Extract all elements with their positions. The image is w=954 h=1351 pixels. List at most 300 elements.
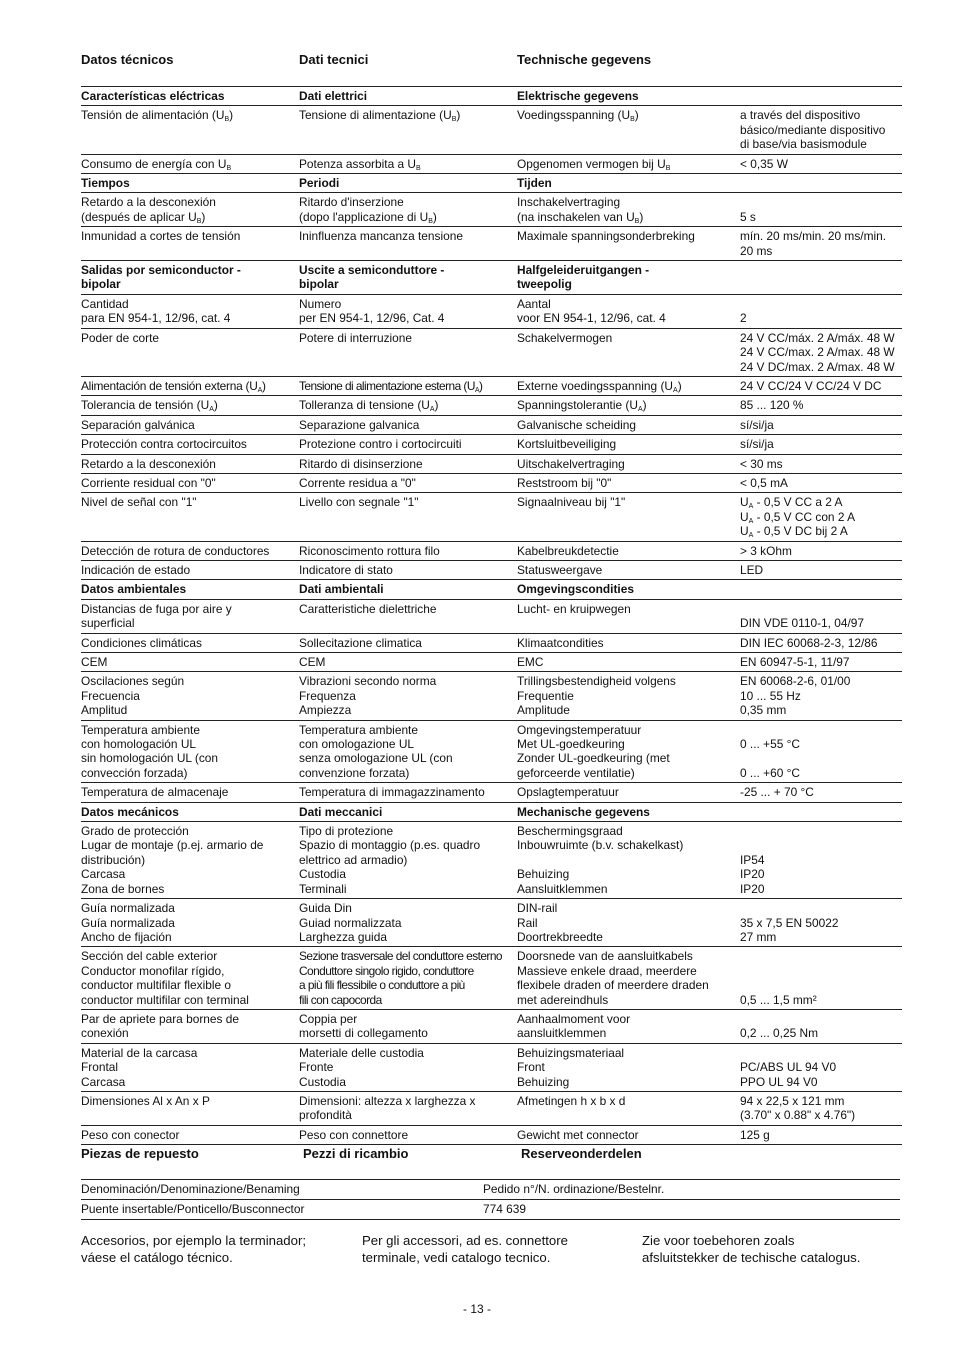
cell-it	[299, 193, 517, 227]
spec-label-nl: Elektrische gegevens	[517, 89, 639, 103]
cell-val	[740, 672, 902, 720]
spec-value: 94 x 22,5 x 121 mm (3.70" x 0.88" x 4.76")	[740, 1093, 856, 1123]
spec-label-nl: Lucht- en kruipwegen	[517, 601, 631, 616]
cell-it	[299, 227, 517, 261]
subscript: A	[474, 386, 479, 394]
spec-label-es: Tiempos	[81, 176, 130, 191]
cell-nl	[517, 415, 740, 434]
cell-nl	[517, 541, 740, 560]
spec-label-es: Guía normalizada Guía normalizada Ancho de fijación	[81, 901, 175, 944]
spec-value: LED	[740, 562, 764, 577]
subscript: B	[634, 217, 640, 225]
header-it: Dati tecnici	[299, 52, 369, 67]
spec-table	[81, 86, 902, 1145]
spec-value: sí/si/ja	[740, 417, 774, 432]
spec-label-nl: EMC	[517, 655, 544, 669]
cell-val	[740, 633, 902, 652]
spec-label-it: Vibrazioni secondo norma Frequenza Ampiezza	[299, 674, 437, 718]
spec-value: < 30 ms	[740, 456, 783, 471]
spec-label-it: Separazione galvanica	[299, 417, 420, 432]
table-row	[81, 720, 902, 783]
spec-label-es: Temperatura de almacenaje	[81, 785, 229, 800]
spec-label-nl: Gewicht met connector	[517, 1127, 639, 1142]
cell-es	[81, 580, 299, 599]
spec-label-it: Livello con segnale "1"	[299, 495, 419, 510]
table-row	[81, 396, 902, 415]
spec-label-es: Grado de protección Lugar de montaje (p.ej. armario de distribución) Carcasa Zona de bornes	[81, 824, 264, 896]
table-row	[81, 106, 902, 154]
parts-name: Puente insertable/Ponticello/Busconnector	[81, 1200, 483, 1220]
spec-label-it: Temperatura di immagazzinamento	[299, 785, 485, 800]
spec-value: -25 ... + 70 °C	[740, 785, 814, 800]
spec-value: $U_A - 0,5$ V CC a 2 A $U_A - 0,5$ V CC con 2 A $U_A - 0,5$ V DC bij 2 A	[740, 495, 856, 540]
cell-es	[81, 720, 299, 783]
cell-es	[81, 633, 299, 652]
spec-label-es: Temperatura ambiente con homologación UL sin homologación UL (con convección forzada)	[81, 722, 219, 780]
table-row	[81, 415, 902, 434]
spec-label-es: Nivel de señal con "1"	[81, 495, 197, 510]
header-es: Datos técnicos	[81, 52, 174, 67]
spec-label-nl: Externe voedingsspanning $(U_A)$	[517, 378, 682, 394]
subscript: A	[748, 532, 754, 540]
spec-label-es: Consumo de energía con $U_B$	[81, 156, 232, 172]
parts-header-it: Pezzi di ricambio	[303, 1146, 409, 1161]
spec-label-es: Retardo a la desconexión	[81, 456, 216, 471]
spec-value: mín. 20 ms/min. 20 ms/min. 20 ms	[740, 229, 887, 258]
column-headers	[81, 52, 902, 72]
spare-parts-headers	[81, 1146, 902, 1166]
spec-label-it: Sollecitazione climatica	[299, 635, 422, 650]
cell-val	[740, 435, 902, 454]
spec-label-it: Dati elettrici	[299, 89, 368, 103]
cell-nl	[517, 899, 740, 947]
spec-label-it: Uscite a semiconduttore - bipolar	[299, 263, 445, 292]
subscript: A	[209, 406, 214, 414]
cell-nl	[517, 261, 740, 295]
cell-nl	[517, 822, 740, 899]
cell-it	[299, 454, 517, 473]
table-row	[81, 154, 902, 173]
spec-label-nl: Opgenomen vermogen bij $U_B$	[517, 156, 671, 172]
spec-value: PC/ABS UL 94 V0 PPO UL 94 V0	[740, 1060, 837, 1089]
table-row	[81, 1043, 902, 1091]
spec-label-nl: Omgevingstemperatuur Met UL-goedkeuring Zonder UL-goedkeuring (met geforceerde ventilatie)	[517, 722, 670, 780]
table-row	[81, 633, 902, 652]
cell-nl	[517, 1009, 740, 1043]
spec-value: > 3 kOhm	[740, 543, 792, 558]
note-it: Per gli accessori, ad es. connettore terminale, vedi catalogo tecnico.	[362, 1233, 568, 1265]
spec-label-nl: Kortsluitbeveiliging	[517, 437, 617, 452]
cell-nl	[517, 802, 740, 821]
spec-label-nl: Mechanische gegevens	[517, 804, 650, 819]
spec-label-es: Sección del cable exterior Conductor monofilar rígido, conductor multifilar flexible o conductor multifilar con terminal	[81, 949, 249, 1007]
cell-es	[81, 1125, 299, 1144]
cell-es	[81, 328, 299, 376]
spec-value: 85 ... 120 %	[740, 398, 804, 413]
cell-val	[740, 328, 902, 376]
table-row	[81, 493, 902, 541]
cell-nl	[517, 174, 740, 193]
spec-label-es: Inmunidad a cortes de tensión	[81, 229, 241, 244]
spec-value: < 0,35 W	[740, 156, 788, 171]
cell-es	[81, 473, 299, 492]
spec-value: 125 g	[740, 1127, 770, 1142]
cell-it	[299, 653, 517, 672]
spec-label-es: Cantidad para EN 954-1, 12/96, cat. 4	[81, 296, 231, 326]
table-row	[81, 822, 902, 899]
spec-value: DIN IEC 60068-2-3, 12/86	[740, 635, 878, 650]
cell-es	[81, 783, 299, 802]
spec-label-es: Retardo a la desconexión (después de aplicar $U_B$)	[81, 195, 216, 225]
cell-nl	[517, 493, 740, 541]
subscript: B	[416, 164, 421, 172]
spec-label-es: Separación galvánica	[81, 417, 195, 432]
cell-es	[81, 415, 299, 434]
spec-label-it: Temperatura ambiente con omologazione UL senza omologazione UL (con convenzione forzata)	[299, 722, 453, 780]
parts-name-header: Denominación/Denominazione/Benaming	[81, 1180, 483, 1200]
cell-val	[740, 193, 902, 227]
cell-nl	[517, 633, 740, 652]
table-row	[81, 947, 902, 1010]
cell-es	[81, 899, 299, 947]
cell-nl	[517, 1091, 740, 1125]
spec-value: EN 60068-2-6, 01/00 10 ... 55 Hz 0,35 mm	[740, 674, 851, 718]
subscript: B	[451, 116, 457, 124]
cell-es	[81, 1091, 299, 1125]
spec-label-nl: Signaalniveau bij "1"	[517, 495, 626, 510]
cell-val	[740, 599, 902, 633]
cell-val	[740, 1043, 902, 1091]
spec-value: 0,5 ... 1,5 mm²	[740, 992, 817, 1007]
cell-es	[81, 435, 299, 454]
cell-it	[299, 106, 517, 154]
cell-es	[81, 106, 299, 154]
parts-order-header: Pedido n°/N. ordinazione/Bestelnr.	[483, 1180, 900, 1200]
spec-label-es: Tolerancia de tensión $(U_A)$	[81, 398, 218, 414]
cell-val	[740, 653, 902, 672]
cell-val	[740, 294, 902, 328]
cell-nl	[517, 653, 740, 672]
spec-label-es: Indicación de estado	[81, 562, 191, 577]
spec-label-nl: Klimaatcondities	[517, 635, 604, 650]
section-row	[81, 87, 902, 106]
cell-it	[299, 1009, 517, 1043]
spec-label-it: Coppia per morsetti di collegamento	[299, 1011, 428, 1041]
table-row	[81, 541, 902, 560]
note-nl: Zie voor toebehoren zoals afsluitstekker de techische catalogus.	[642, 1233, 861, 1265]
cell-val	[740, 802, 902, 821]
spec-label-es: Oscilaciones según Frecuencia Amplitud	[81, 674, 185, 718]
table-row	[81, 328, 902, 376]
spec-label-es: Poder de corte	[81, 330, 159, 345]
spec-value: 24 V CC/máx. 2 A/máx. 48 W 24 V CC/max. 2 A/max. 48 W 24 V DC/max. 2 A/max. 48 W	[740, 330, 895, 374]
table-row	[81, 1180, 900, 1200]
cell-it	[299, 396, 517, 415]
subscript: B	[226, 164, 232, 172]
spec-label-nl: Tijden	[517, 176, 552, 191]
table-row	[81, 560, 902, 579]
spec-value: a través del dispositivo básico/mediante dispositivo di base/via basismodule	[740, 108, 886, 152]
cell-it	[299, 174, 517, 193]
cell-it	[299, 294, 517, 328]
spec-label-es: Material de la carcasa Frontal Carcasa	[81, 1045, 198, 1089]
cell-val	[740, 1091, 902, 1125]
cell-es	[81, 672, 299, 720]
spec-label-nl: Omgevingscondities	[517, 582, 634, 597]
table-row	[81, 1125, 902, 1144]
cell-nl	[517, 106, 740, 154]
spec-label-it: Caratteristiche dielettriche	[299, 601, 437, 616]
cell-es	[81, 154, 299, 173]
spec-label-it: Dati ambientali	[299, 582, 384, 597]
cell-val	[740, 261, 902, 295]
spec-label-it: CEM	[299, 655, 326, 669]
note-es: Accesorios, por ejemplo la terminador; váese el catálogo técnico.	[81, 1233, 307, 1265]
spec-label-it: Corrente residua a "0"	[299, 475, 416, 490]
cell-es	[81, 947, 299, 1010]
cell-it	[299, 947, 517, 1010]
cell-val	[740, 227, 902, 261]
spec-label-it: Ritardo di disinserzione	[299, 456, 423, 471]
cell-it	[299, 261, 517, 295]
cell-nl	[517, 454, 740, 473]
spec-label-it: Dati meccanici	[299, 804, 383, 819]
spec-label-nl: Statusweergave	[517, 562, 603, 577]
spec-label-it: Tolleranza di tensione $(U_A)$	[299, 398, 439, 414]
spec-label-it: Dimensioni: altezza x larghezza x profondità	[299, 1093, 476, 1123]
table-row	[81, 227, 902, 261]
cell-val	[740, 947, 902, 1010]
cell-es	[81, 493, 299, 541]
spec-label-nl: Uitschakelvertraging	[517, 456, 625, 471]
table-row	[81, 1200, 900, 1220]
spec-label-it: Ritardo d'inserzione (dopo l'applicazione di $U_B$)	[299, 195, 437, 225]
cell-it	[299, 1043, 517, 1091]
spec-value: 24 V CC/24 V CC/24 V DC	[740, 378, 882, 393]
spec-label-es: Par de apriete para bornes de conexión	[81, 1011, 239, 1041]
header-nl: Technische gegevens	[517, 52, 652, 67]
cell-val	[740, 87, 902, 106]
cell-it	[299, 473, 517, 492]
spec-label-es: Condiciones climáticas	[81, 635, 202, 650]
cell-es	[81, 599, 299, 633]
spec-value: < 0,5 mA	[740, 475, 788, 490]
table-row	[81, 783, 902, 802]
table-row	[81, 473, 902, 492]
spec-label-nl: Kabelbreukdetectie	[517, 543, 619, 558]
cell-val	[740, 822, 902, 899]
spec-label-it: Guida Din Guiad normalizzata Larghezza guida	[299, 901, 402, 944]
cell-nl	[517, 435, 740, 454]
spec-label-nl: DIN-rail Rail Doortrekbreedte	[517, 901, 603, 944]
cell-nl	[517, 560, 740, 579]
table-row	[81, 672, 902, 720]
cell-es	[81, 541, 299, 560]
table-row	[81, 193, 902, 227]
spec-label-nl: Reststroom bij "0"	[517, 475, 612, 490]
table-row	[81, 1091, 902, 1125]
spec-label-nl: Voedingsspanning $(U_B)$	[517, 108, 639, 124]
cell-val	[740, 454, 902, 473]
spec-label-it: Indicatore di stato	[299, 562, 393, 577]
cell-es	[81, 822, 299, 899]
cell-nl	[517, 947, 740, 1010]
cell-val	[740, 376, 902, 395]
cell-nl	[517, 720, 740, 783]
spec-label-it: Tipo di protezione Spazio di montaggio (p.es. quadro elettrico ad armadio) Custodia Terminali	[299, 824, 481, 896]
subscript: A	[637, 406, 643, 414]
spec-value: 2	[740, 311, 747, 326]
cell-it	[299, 802, 517, 821]
cell-nl	[517, 1043, 740, 1091]
spec-label-nl: Trillingsbestendigheid volgens Frequentie Amplitude	[517, 674, 676, 718]
spec-label-it: Ininfluenza mancanza tensione	[299, 229, 463, 244]
cell-it	[299, 376, 517, 395]
subscript: B	[224, 116, 230, 124]
cell-nl	[517, 328, 740, 376]
cell-es	[81, 227, 299, 261]
spec-label-it: Periodi	[299, 176, 340, 191]
cell-it	[299, 720, 517, 783]
spec-label-es: Datos ambientales	[81, 582, 187, 597]
section-row	[81, 802, 902, 821]
cell-nl	[517, 580, 740, 599]
cell-val	[740, 396, 902, 415]
cell-es	[81, 1043, 299, 1091]
spec-label-es: Tensión de alimentación $(U_B)$	[81, 108, 234, 124]
spec-label-nl: Beschermingsgraad Inbouwruimte (b.v. schakelkast) Behuizing Aansluitklemmen	[517, 824, 684, 896]
spec-label-nl: Opslagtemperatuur	[517, 785, 619, 800]
cell-val	[740, 473, 902, 492]
spec-label-nl: Aanhaalmoment voor aansluitklemmen	[517, 1011, 631, 1041]
table-row	[81, 435, 902, 454]
cell-nl	[517, 672, 740, 720]
section-row	[81, 174, 902, 193]
spec-label-nl: Spanningstolerantie $(U_A)$	[517, 398, 647, 414]
cell-val	[740, 720, 902, 783]
cell-it	[299, 435, 517, 454]
cell-val	[740, 154, 902, 173]
spec-value: 5 s	[740, 209, 756, 224]
cell-it	[299, 672, 517, 720]
table-row	[81, 294, 902, 328]
cell-nl	[517, 473, 740, 492]
spec-label-es: Peso con conector	[81, 1127, 180, 1142]
cell-it	[299, 415, 517, 434]
cell-es	[81, 87, 299, 106]
cell-nl	[517, 294, 740, 328]
cell-nl	[517, 227, 740, 261]
spec-value: sí/si/ja	[740, 437, 774, 452]
cell-es	[81, 802, 299, 821]
cell-it	[299, 783, 517, 802]
subscript: B	[665, 164, 671, 172]
cell-it	[299, 633, 517, 652]
spec-label-nl: Schakelvermogen	[517, 330, 613, 345]
spec-label-es: Corriente residual con "0"	[81, 475, 216, 490]
spec-label-it: Protezione contro i cortocircuiti	[299, 437, 462, 452]
cell-it	[299, 87, 517, 106]
cell-it	[299, 899, 517, 947]
spec-label-it: Potenza assorbita a $U_B$	[299, 156, 421, 172]
cell-es	[81, 174, 299, 193]
table-row	[81, 454, 902, 473]
cell-it	[299, 328, 517, 376]
spec-label-it: Tensione di alimentazione esterna $(U_A)$	[299, 378, 483, 394]
subscript: B	[630, 116, 635, 124]
spec-label-es: Características eléctricas	[81, 89, 225, 103]
subscript: B	[428, 217, 433, 225]
spec-label-es: Protección contra cortocircuitos	[81, 437, 247, 452]
table-row	[81, 653, 902, 672]
cell-nl	[517, 376, 740, 395]
table-row	[81, 1009, 902, 1043]
spec-label-es: Dimensiones Al x An x P	[81, 1093, 210, 1108]
spec-value: DIN VDE 0110-1, 04/97	[740, 616, 865, 631]
spec-label-es: Detección de rotura de conductores	[81, 543, 270, 558]
cell-nl	[517, 1125, 740, 1144]
spec-value: IP54 IP20 IP20	[740, 852, 765, 896]
spec-label-nl: Inschakelvertraging (na inschakelen van $U_B$)	[517, 195, 644, 225]
spec-value: 0 ... +55 °C 0 ... +60 °C	[740, 737, 800, 780]
spec-label-es: Salidas por semiconductor - bipolar	[81, 263, 241, 292]
cell-it	[299, 1091, 517, 1125]
parts-header-es: Piezas de repuesto	[81, 1146, 199, 1161]
spec-label-nl: Galvanische scheiding	[517, 417, 636, 432]
cell-es	[81, 560, 299, 579]
cell-val	[740, 174, 902, 193]
subscript: A	[257, 386, 262, 394]
cell-val	[740, 415, 902, 434]
spec-label-es: Alimentación de tensión externa $(U_A)$	[81, 378, 266, 394]
cell-it	[299, 154, 517, 173]
cell-es	[81, 653, 299, 672]
table-row	[81, 899, 902, 947]
cell-es	[81, 376, 299, 395]
spec-value: 0,2 ... 0,25 Nm	[740, 1026, 818, 1041]
section-row	[81, 580, 902, 599]
cell-it	[299, 580, 517, 599]
cell-val	[740, 899, 902, 947]
spare-parts-table	[81, 1179, 900, 1220]
table-row	[81, 376, 902, 395]
spec-label-it: Tensione di alimentazione $(U_B)$	[299, 108, 461, 124]
cell-es	[81, 454, 299, 473]
cell-val	[740, 783, 902, 802]
section-row	[81, 261, 902, 295]
spec-label-nl: Doorsnede van de aansluitkabels Massieve enkele draad, meerdere flexibele draden of meerdere draden met adereindhuls	[517, 949, 709, 1007]
cell-it	[299, 493, 517, 541]
spec-value: EN 60947-5-1, 11/97	[740, 655, 850, 669]
spec-label-es: Distancias de fuga por aire y superficial	[81, 601, 232, 631]
cell-es	[81, 193, 299, 227]
cell-val	[740, 541, 902, 560]
parts-order-number: 774 639	[483, 1200, 900, 1220]
cell-val	[740, 1009, 902, 1043]
subscript: A	[429, 406, 435, 414]
parts-header-nl: Reserveonderdelen	[521, 1146, 642, 1161]
cell-it	[299, 560, 517, 579]
spec-label-it: Sezione trasversale del conduttore esterno Conduttore singolo rigido, conduttore a più fili flessibile o conduttore a più fili con capocorda	[299, 949, 502, 1007]
cell-es	[81, 1009, 299, 1043]
spec-label-it: Numero per EN 954-1, 12/96, Cat. 4	[299, 296, 445, 326]
subscript: A	[748, 503, 754, 511]
cell-it	[299, 599, 517, 633]
cell-it	[299, 822, 517, 899]
cell-nl	[517, 396, 740, 415]
cell-it	[299, 1125, 517, 1144]
spec-label-nl: Maximale spanningsonderbreking	[517, 229, 695, 244]
